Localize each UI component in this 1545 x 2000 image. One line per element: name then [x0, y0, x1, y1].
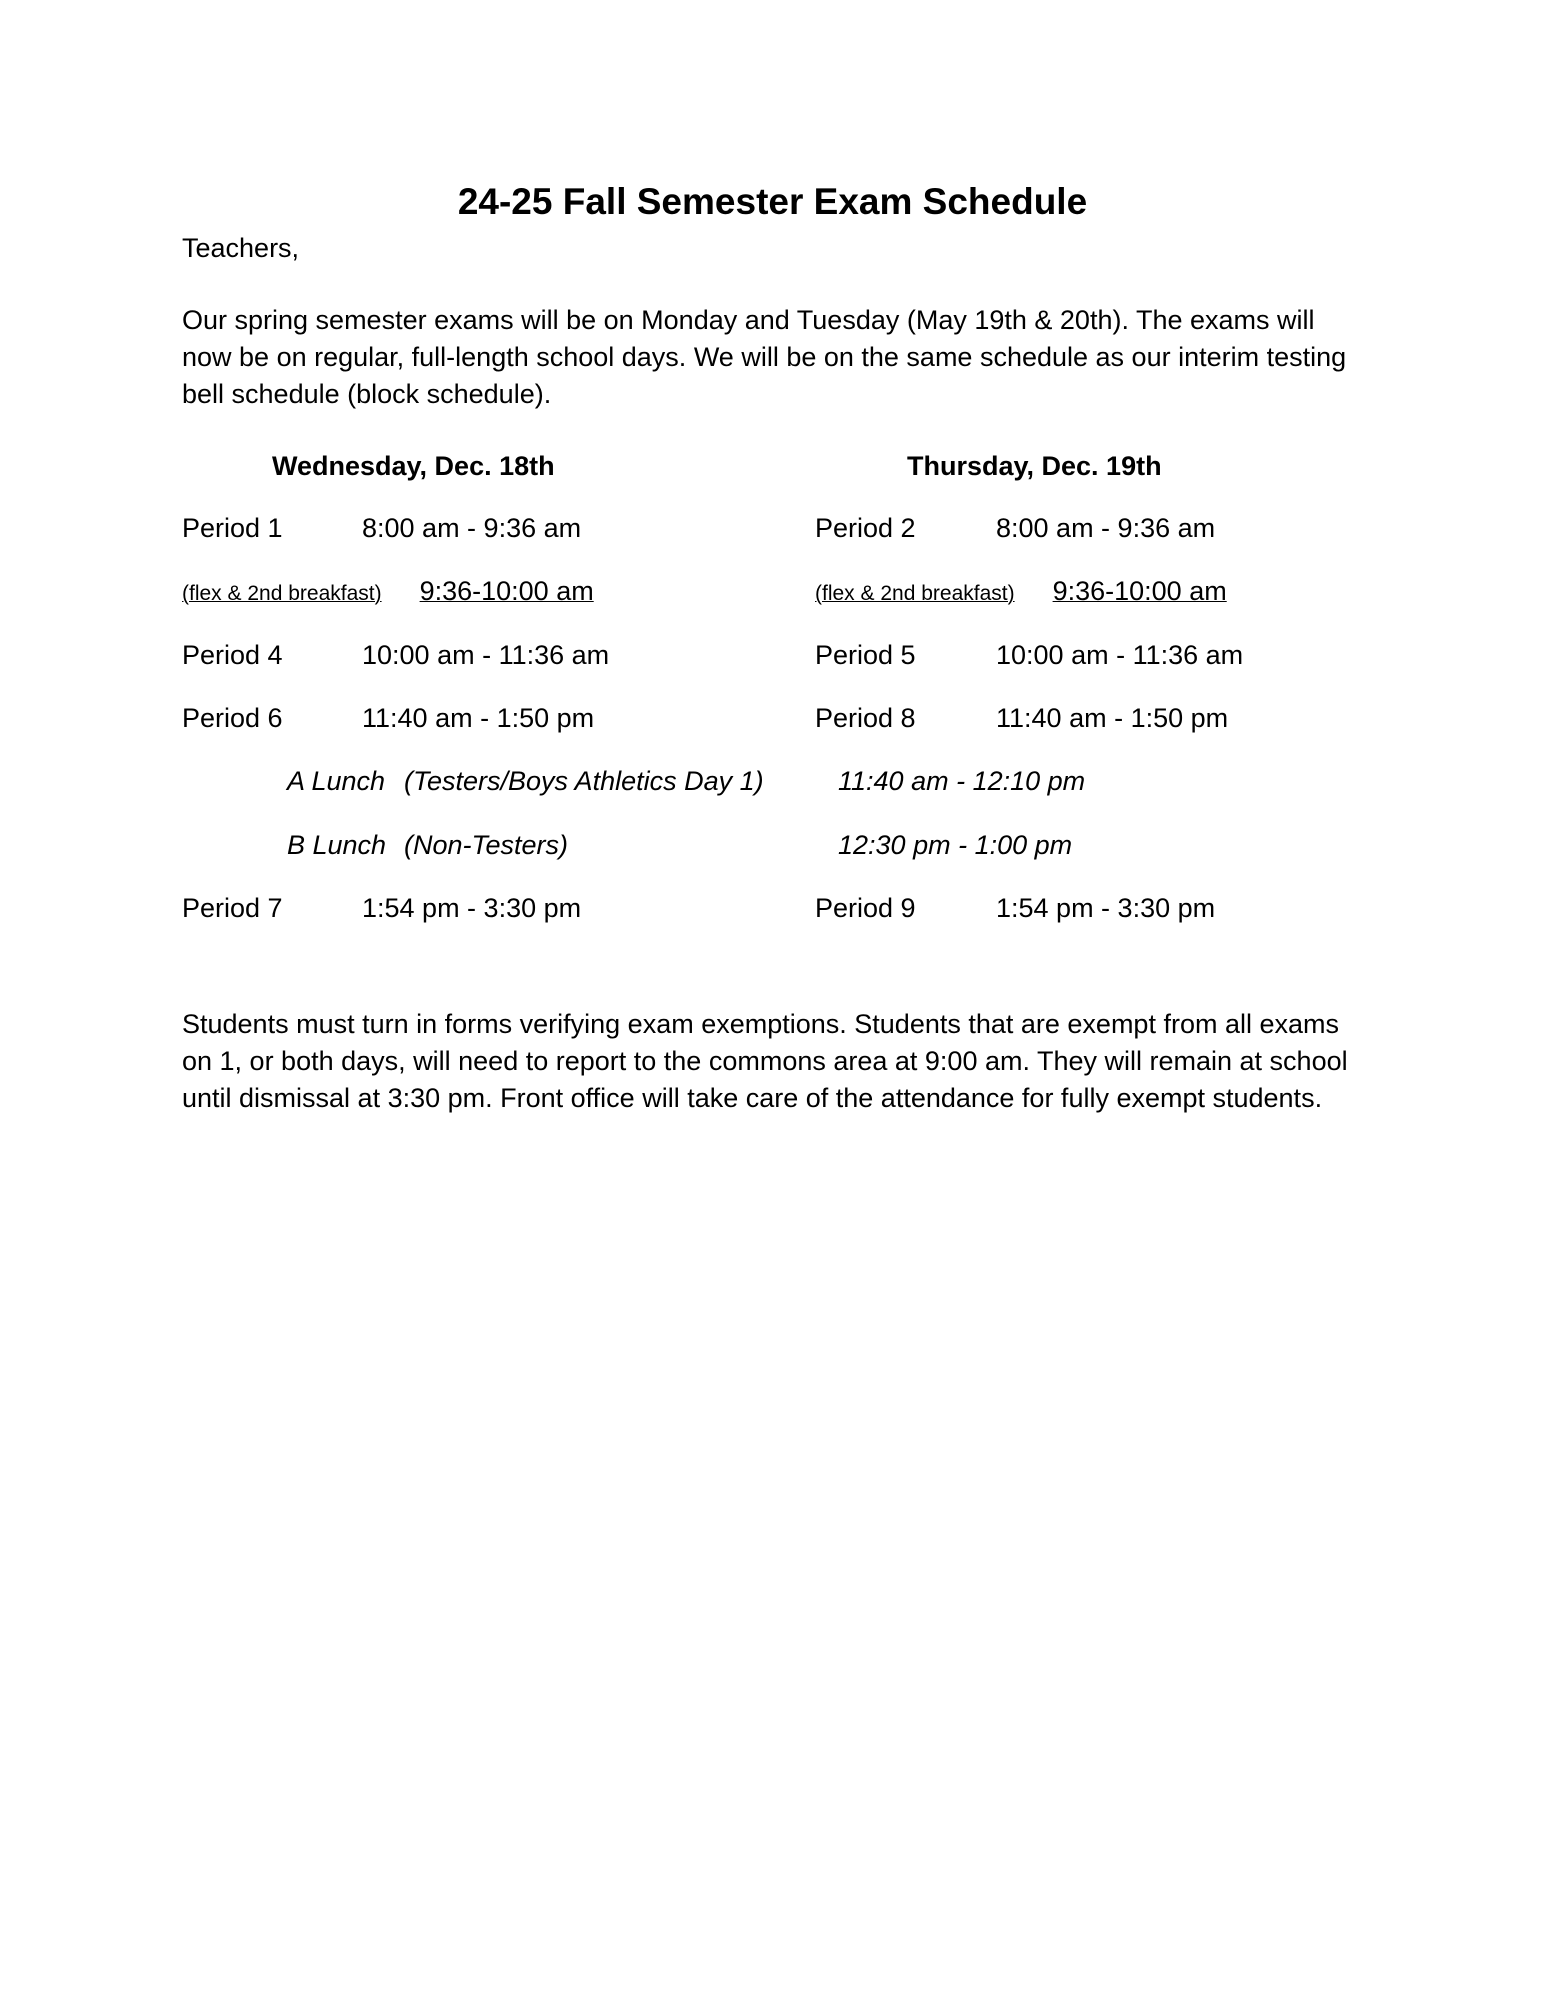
left-flex-row — [182, 573, 594, 612]
right-row-1-period: Period 2 — [815, 513, 916, 543]
intro-paragraph: Our spring semester exams will be on Monday and Tuesday (May 19th & 20th). The exams will now be on regular, full-length school days. We will be on the same schedule as our interim testing bell schedule (block schedule). — [182, 305, 1347, 409]
right-row-3-period: Period 5 — [815, 640, 916, 670]
lunch-b-name: B Lunch — [287, 830, 387, 860]
left-row-4-time: 11:40 am - 1:50 pm — [362, 703, 595, 733]
left-row-1-time: 8:00 am - 9:36 am — [362, 513, 582, 543]
right-row-1-time: 8:00 am - 9:36 am — [996, 513, 1216, 543]
left-flex-time: 9:36-10:00 am — [419, 576, 594, 606]
left-flex-label: (flex & 2nd breakfast) — [182, 582, 382, 605]
right-flex-time: 9:36-10:00 am — [1052, 576, 1227, 606]
right-flex-row — [815, 573, 1227, 612]
left-row-3-period: Period 4 — [182, 640, 283, 670]
left-row-5-time: 1:54 pm - 3:30 pm — [362, 893, 582, 923]
wednesday-heading: Wednesday, Dec. 18th — [272, 451, 555, 481]
greeting-text: Teachers, — [182, 233, 300, 263]
lunch-b-time: 12:30 pm - 1:00 pm — [838, 830, 1073, 860]
lunch-b-group: (Non-Testers) — [404, 830, 569, 860]
left-row-1-period: Period 1 — [182, 513, 283, 543]
thursday-heading: Thursday, Dec. 19th — [907, 451, 1162, 481]
closing-paragraph: Students must turn in forms verifying exam exemptions. Students that are exempt from all exams on 1, or both days, will need to report to the commons area at 9:00 am. They will remain at school until dismissal at 3:30 pm. Front office will take care of the attendance for fully exempt students. — [182, 1009, 1348, 1113]
left-row-3-time: 10:00 am - 11:36 am — [362, 640, 610, 670]
right-row-4-time: 11:40 am - 1:50 pm — [996, 703, 1229, 733]
lunch-a-group: (Testers/Boys Athletics Day 1) — [404, 766, 764, 796]
lunch-a-time: 11:40 am - 12:10 pm — [838, 766, 1086, 796]
lunch-a-name: A Lunch — [287, 766, 386, 796]
right-row-5-time: 1:54 pm - 3:30 pm — [996, 893, 1216, 923]
right-row-5-period: Period 9 — [815, 893, 916, 923]
left-row-4-period: Period 6 — [182, 703, 283, 733]
page-title: 24-25 Fall Semester Exam Schedule — [457, 181, 1088, 222]
right-row-4-period: Period 8 — [815, 703, 916, 733]
right-row-3-time: 10:00 am - 11:36 am — [996, 640, 1244, 670]
left-row-5-period: Period 7 — [182, 893, 283, 923]
right-flex-label: (flex & 2nd breakfast) — [815, 582, 1015, 605]
